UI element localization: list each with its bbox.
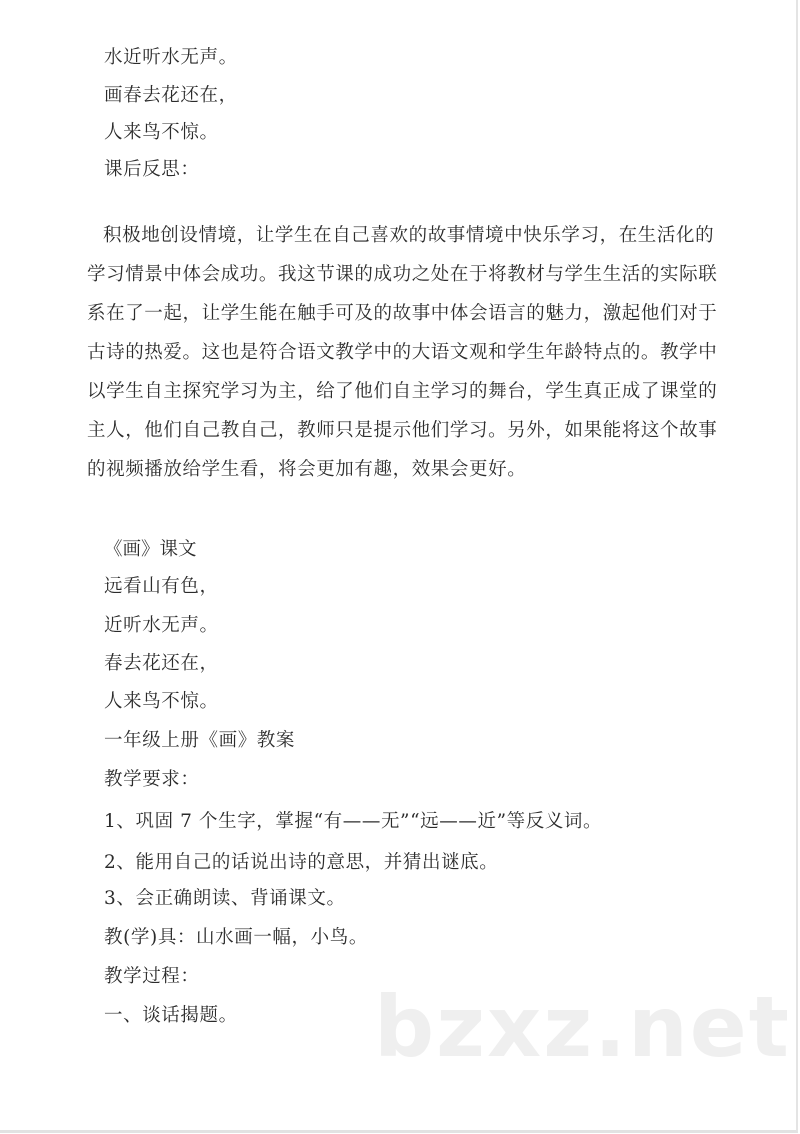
reflection-paragraph-line-2: 学习情景中体会成功。我这节课的成功之处在于将教材与学生生活的实际联 [87, 264, 718, 285]
requirement-item-1: 1、巩固 7 个生字，掌握“有——无”“远——近”等反义词。 [104, 811, 603, 832]
text-section-title: 《画》课文 [104, 539, 197, 560]
process-step-1: 一、谈话揭题。 [104, 1005, 238, 1026]
text-poem-line-1: 远看山有色， [104, 576, 219, 597]
requirements-heading: 教学要求： [104, 769, 200, 790]
teaching-tools: 教(学)具：山水画一幅，小鸟。 [104, 927, 368, 948]
reflection-paragraph-line-4: 古诗的热爱。这也是符合语文教学中的大语文观和学生年龄特点的。教学中 [87, 342, 718, 363]
poem-fragment-line-2: 画春去花还在， [104, 85, 238, 106]
lesson-plan-title: 一年级上册《画》教案 [104, 730, 296, 751]
text-poem-line-2: 近听水无声。 [104, 615, 219, 636]
reflection-paragraph-line-3: 系在了一起，让学生能在触手可及的故事中体会语言的魅力，激起他们对于 [87, 303, 718, 324]
reflection-heading: 课后反思： [104, 159, 200, 180]
reflection-paragraph-line-1: 积极地创设情境，让学生在自己喜欢的故事情境中快乐学习，在生活化的 [103, 225, 715, 246]
process-heading: 教学过程： [104, 966, 200, 987]
watermark-text: bzxz.net [374, 978, 791, 1076]
requirement-item-2: 2、能用自己的话说出诗的意思，并猜出谜底。 [104, 852, 499, 873]
text-poem-line-3: 春去花还在， [104, 653, 219, 674]
reflection-paragraph-line-5: 以学生自主探究学习为主，给了他们自主学习的舞台，学生真正成了课堂的 [87, 381, 718, 402]
reflection-paragraph-line-7: 的视频播放给学生看，将会更加有趣，效果会更好。 [87, 459, 527, 480]
text-poem-line-4: 人来鸟不惊。 [104, 691, 219, 712]
reflection-paragraph-line-6: 主人，他们自己教自己，教师只是提示他们学习。另外，如果能将这个故事 [87, 420, 718, 441]
poem-fragment-line-1: 水近听水无声。 [104, 47, 238, 68]
requirement-item-3: 3、会正确朗读、背诵课文。 [104, 888, 346, 909]
poem-fragment-line-3: 人来鸟不惊。 [104, 122, 219, 143]
